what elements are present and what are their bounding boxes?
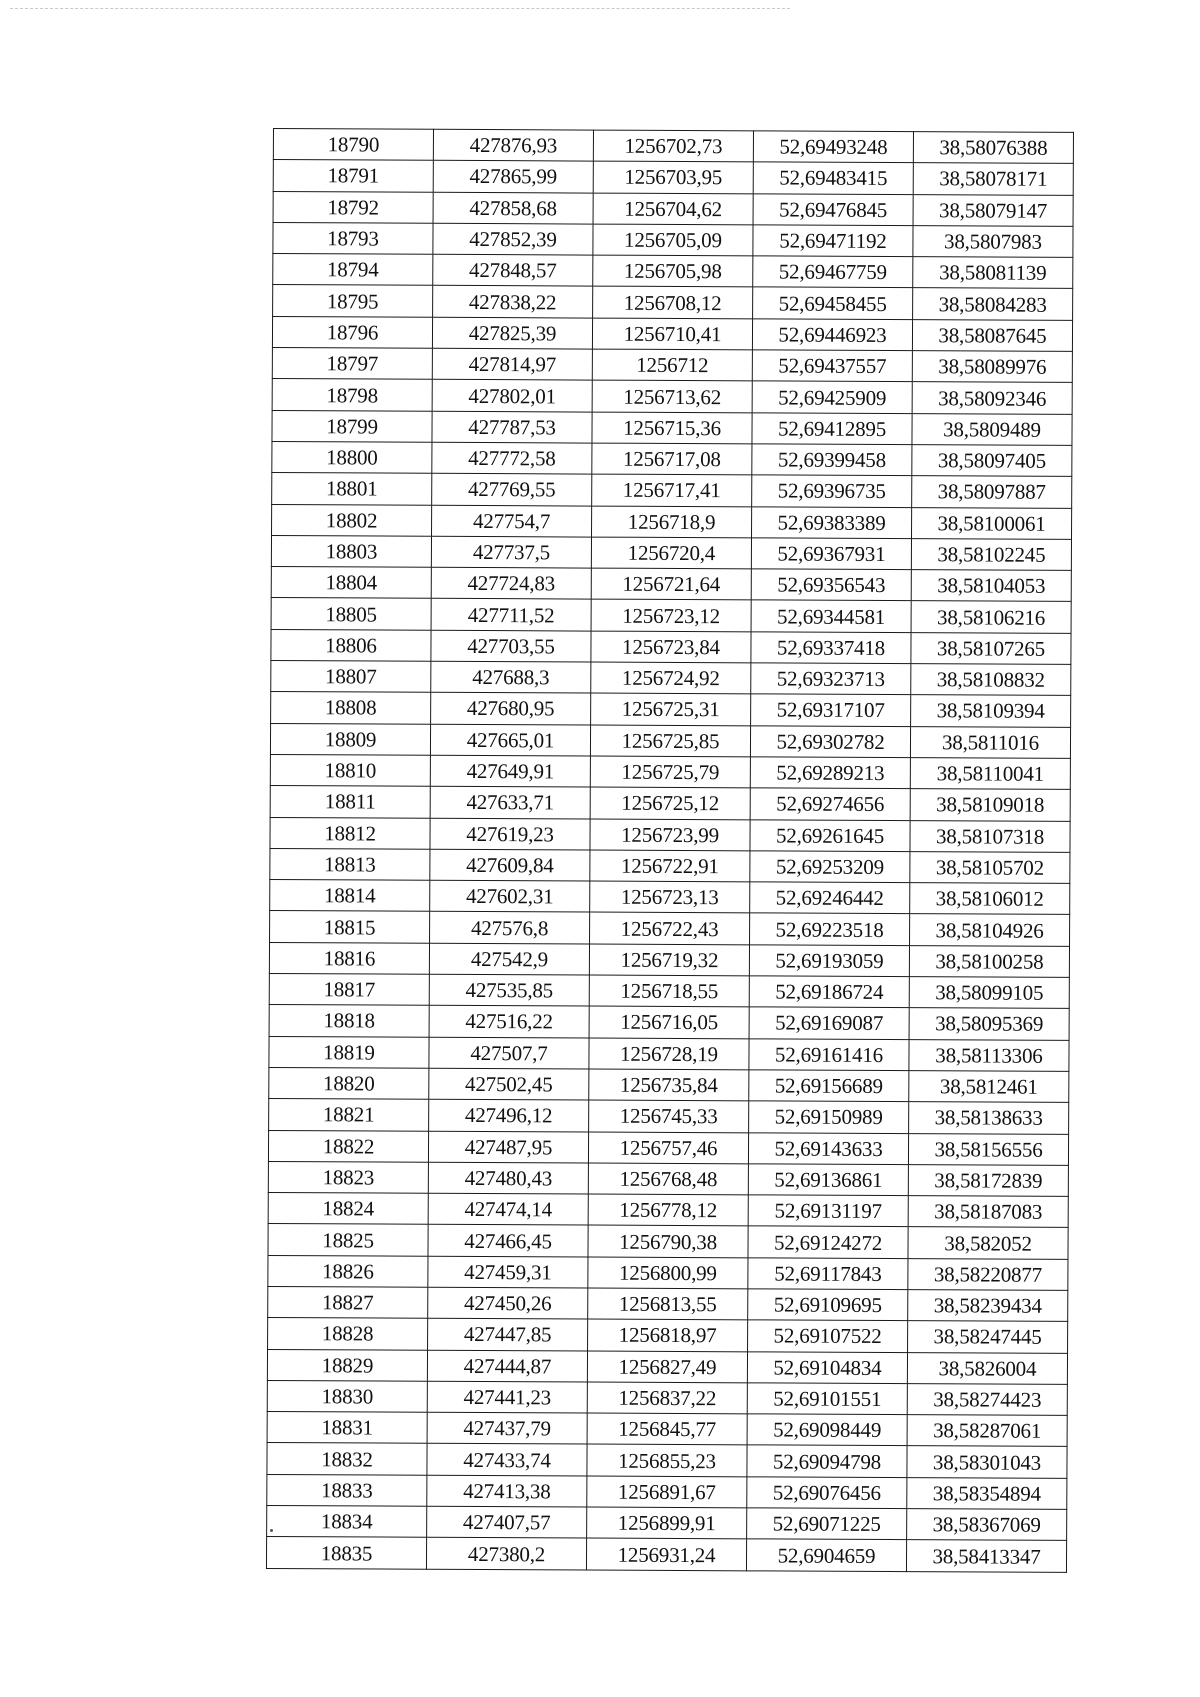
cell-y: 1256855,23 bbox=[587, 1445, 747, 1477]
cell-longitude: 38,582052 bbox=[908, 1227, 1068, 1259]
cell-x: 427633,71 bbox=[430, 787, 590, 819]
table-row bbox=[267, 1380, 1067, 1415]
cell-x: 427407,57 bbox=[427, 1506, 587, 1538]
cell-x: 427858,68 bbox=[433, 192, 593, 224]
cell-x: 427433,74 bbox=[427, 1444, 587, 1476]
table-row bbox=[272, 316, 1072, 351]
cell-y: 1256710,41 bbox=[592, 318, 752, 350]
cell-latitude: 52,69104834 bbox=[747, 1351, 907, 1383]
cell-y: 1256702,73 bbox=[593, 130, 753, 162]
cell-longitude: 38,58220877 bbox=[908, 1258, 1068, 1290]
cell-y: 1256719,32 bbox=[589, 944, 749, 976]
cell-point-number: 18835 bbox=[266, 1537, 426, 1569]
cell-longitude: 38,58104926 bbox=[910, 914, 1070, 946]
cell-latitude: 52,69412895 bbox=[752, 413, 912, 445]
cell-point-number: 18814 bbox=[270, 880, 430, 912]
cell-y: 1256712 bbox=[592, 349, 752, 381]
table-row bbox=[271, 567, 1071, 602]
cell-latitude: 52,69274656 bbox=[750, 788, 910, 820]
cell-point-number: 18800 bbox=[272, 441, 432, 473]
cell-point-number: 18796 bbox=[272, 316, 432, 348]
cell-latitude: 52,69458455 bbox=[753, 287, 913, 319]
cell-latitude: 52,69446923 bbox=[752, 319, 912, 351]
cell-y: 1256845,77 bbox=[587, 1413, 747, 1445]
cell-latitude: 52,69076456 bbox=[747, 1477, 907, 1509]
cell-x: 427609,84 bbox=[430, 849, 590, 881]
cell-x: 427737,5 bbox=[431, 536, 591, 568]
cell-x: 427665,01 bbox=[430, 724, 590, 756]
cell-point-number: 18801 bbox=[272, 473, 432, 505]
cell-y: 1256827,49 bbox=[587, 1351, 747, 1383]
cell-y: 1256725,79 bbox=[590, 756, 750, 788]
cell-longitude: 38,58354894 bbox=[907, 1477, 1067, 1509]
table-row bbox=[271, 692, 1071, 727]
cell-x: 427516,22 bbox=[429, 1006, 589, 1038]
cell-longitude: 38,58105702 bbox=[910, 851, 1070, 883]
table-row bbox=[270, 723, 1070, 758]
cell-y: 1256757,46 bbox=[588, 1132, 748, 1164]
cell-x: 427466,45 bbox=[428, 1225, 588, 1257]
cell-y: 1256718,9 bbox=[592, 506, 752, 538]
cell-point-number: 18823 bbox=[268, 1161, 428, 1193]
cell-point-number: 18824 bbox=[268, 1193, 428, 1225]
cell-longitude: 38,58138633 bbox=[909, 1102, 1069, 1134]
coordinates-table bbox=[266, 128, 1074, 1573]
cell-point-number: 18799 bbox=[272, 410, 432, 442]
cell-longitude: 38,58106216 bbox=[911, 601, 1071, 633]
cell-x: 427865,99 bbox=[433, 161, 593, 193]
table-row bbox=[270, 786, 1070, 821]
cell-latitude: 52,69246442 bbox=[750, 882, 910, 914]
cell-x: 427576,8 bbox=[430, 912, 590, 944]
cell-x: 427649,91 bbox=[430, 755, 590, 787]
table-row bbox=[269, 942, 1069, 977]
cell-x: 427535,85 bbox=[429, 974, 589, 1006]
cell-latitude: 52,69367931 bbox=[751, 538, 911, 570]
cell-point-number: 18818 bbox=[269, 1005, 429, 1037]
cell-point-number: 18802 bbox=[272, 504, 432, 536]
cell-y: 1256728,19 bbox=[589, 1038, 749, 1070]
cell-longitude: 38,5811016 bbox=[910, 726, 1070, 758]
cell-latitude: 52,69337418 bbox=[751, 632, 911, 664]
cell-longitude: 38,5809489 bbox=[912, 413, 1072, 445]
cell-point-number: 18798 bbox=[272, 379, 432, 411]
cell-longitude: 38,58099105 bbox=[909, 977, 1069, 1009]
cell-latitude: 52,69124272 bbox=[748, 1226, 908, 1258]
table-row bbox=[271, 661, 1071, 696]
table-row bbox=[270, 754, 1070, 789]
cell-x: 427769,55 bbox=[432, 474, 592, 506]
cell-point-number: 18797 bbox=[272, 348, 432, 380]
cell-point-number: 18819 bbox=[269, 1036, 429, 1068]
cell-point-number: 18812 bbox=[270, 817, 430, 849]
table-row bbox=[272, 348, 1072, 383]
table-row bbox=[267, 1474, 1067, 1509]
cell-longitude: 38,58100061 bbox=[912, 507, 1072, 539]
cell-latitude: 52,69131197 bbox=[748, 1195, 908, 1227]
cell-y: 1256790,38 bbox=[588, 1225, 748, 1257]
cell-point-number: 18815 bbox=[270, 911, 430, 943]
cell-point-number: 18807 bbox=[271, 661, 431, 693]
cell-latitude: 52,69169087 bbox=[749, 1007, 909, 1039]
cell-y: 1256818,97 bbox=[588, 1319, 748, 1351]
cell-point-number: 18790 bbox=[273, 129, 433, 161]
cell-latitude: 52,69107522 bbox=[748, 1320, 908, 1352]
table-row bbox=[271, 629, 1071, 664]
cell-x: 427619,23 bbox=[430, 818, 590, 850]
cell-x: 427814,97 bbox=[432, 348, 592, 380]
cell-latitude: 52,69493248 bbox=[753, 131, 913, 163]
cell-point-number: 18813 bbox=[270, 848, 430, 880]
table-row bbox=[272, 379, 1072, 414]
cell-longitude: 38,58106012 bbox=[910, 883, 1070, 915]
cell-latitude: 52,69193059 bbox=[749, 945, 909, 977]
table-row bbox=[272, 410, 1072, 445]
cell-latitude: 52,69483415 bbox=[753, 162, 913, 194]
table-row bbox=[271, 598, 1071, 633]
cell-y: 1256725,12 bbox=[590, 787, 750, 819]
cell-latitude: 52,69396735 bbox=[752, 475, 912, 507]
cell-longitude: 38,58078171 bbox=[913, 163, 1073, 195]
cell-latitude: 52,69261645 bbox=[750, 819, 910, 851]
cell-point-number: 18803 bbox=[271, 535, 431, 567]
cell-x: 427487,95 bbox=[428, 1131, 588, 1163]
cell-longitude: 38,58107318 bbox=[910, 820, 1070, 852]
table-row bbox=[272, 504, 1072, 539]
cell-longitude: 38,58108832 bbox=[911, 664, 1071, 696]
cell-y: 1256721,64 bbox=[591, 568, 751, 600]
table-row bbox=[271, 535, 1071, 570]
table-row bbox=[273, 191, 1073, 226]
cell-y: 1256725,31 bbox=[591, 693, 751, 725]
coordinates-table-container bbox=[266, 128, 1074, 1573]
cell-longitude: 38,58102245 bbox=[911, 538, 1071, 570]
table-row bbox=[270, 911, 1070, 946]
cell-y: 1256704,62 bbox=[593, 193, 753, 225]
cell-latitude: 52,69437557 bbox=[752, 350, 912, 382]
cell-x: 427474,14 bbox=[428, 1193, 588, 1225]
cell-latitude: 52,69317107 bbox=[751, 694, 911, 726]
cell-longitude: 38,58095369 bbox=[909, 1008, 1069, 1040]
cell-longitude: 38,58247445 bbox=[908, 1321, 1068, 1353]
cell-y: 1256715,36 bbox=[592, 412, 752, 444]
cell-longitude: 38,5826004 bbox=[907, 1352, 1067, 1384]
table-row bbox=[269, 1005, 1069, 1040]
cell-x: 427787,53 bbox=[432, 411, 592, 443]
cell-latitude: 52,69109695 bbox=[748, 1289, 908, 1321]
cell-latitude: 52,69143633 bbox=[748, 1132, 908, 1164]
cell-x: 427711,52 bbox=[431, 599, 591, 631]
cell-x: 427703,55 bbox=[431, 630, 591, 662]
cell-x: 427680,95 bbox=[431, 693, 591, 725]
cell-y: 1256745,33 bbox=[589, 1100, 749, 1132]
cell-y: 1256723,99 bbox=[590, 819, 750, 851]
cell-y: 1256703,95 bbox=[593, 161, 753, 193]
cell-latitude: 52,69323713 bbox=[751, 663, 911, 695]
cell-x: 427507,7 bbox=[429, 1037, 589, 1069]
table-row bbox=[270, 848, 1070, 883]
cell-longitude: 38,5812461 bbox=[909, 1071, 1069, 1103]
cell-latitude: 52,69101551 bbox=[747, 1383, 907, 1415]
table-row bbox=[269, 1067, 1069, 1102]
cell-longitude: 38,58107265 bbox=[911, 632, 1071, 664]
cell-x: 427602,31 bbox=[430, 880, 590, 912]
cell-latitude: 52,69289213 bbox=[750, 757, 910, 789]
table-row bbox=[273, 160, 1073, 195]
cell-longitude: 38,58084283 bbox=[913, 288, 1073, 320]
cell-point-number: 18830 bbox=[267, 1380, 427, 1412]
cell-y: 1256813,55 bbox=[588, 1288, 748, 1320]
table-row bbox=[273, 129, 1073, 164]
cell-point-number: 18816 bbox=[269, 942, 429, 974]
cell-latitude: 52,69253209 bbox=[750, 851, 910, 883]
cell-y: 1256718,55 bbox=[589, 975, 749, 1007]
cell-y: 1256717,08 bbox=[592, 443, 752, 475]
cell-latitude: 52,69098449 bbox=[747, 1414, 907, 1446]
cell-latitude: 52,69071225 bbox=[747, 1508, 907, 1540]
scan-edge-line bbox=[10, 8, 790, 9]
cell-point-number: 18808 bbox=[271, 692, 431, 724]
cell-longitude: 38,58172839 bbox=[908, 1164, 1068, 1196]
cell-y: 1256722,43 bbox=[590, 912, 750, 944]
cell-point-number: 18795 bbox=[273, 285, 433, 317]
cell-latitude: 52,6904659 bbox=[746, 1539, 906, 1571]
cell-latitude: 52,69223518 bbox=[750, 913, 910, 945]
cell-y: 1256800,99 bbox=[588, 1257, 748, 1289]
cell-point-number: 18832 bbox=[267, 1443, 427, 1475]
cell-y: 1256891,67 bbox=[587, 1476, 747, 1508]
cell-longitude: 38,58092346 bbox=[912, 382, 1072, 414]
cell-point-number: 18825 bbox=[268, 1224, 428, 1256]
cell-latitude: 52,69399458 bbox=[752, 444, 912, 476]
coordinates-table-body bbox=[266, 129, 1073, 1573]
table-row bbox=[269, 974, 1069, 1009]
cell-latitude: 52,69476845 bbox=[753, 193, 913, 225]
cell-latitude: 52,69186724 bbox=[749, 976, 909, 1008]
cell-longitude: 38,58089976 bbox=[912, 351, 1072, 383]
table-row bbox=[268, 1255, 1068, 1290]
cell-latitude: 52,69467759 bbox=[753, 256, 913, 288]
cell-point-number: 18810 bbox=[270, 754, 430, 786]
cell-point-number: 18811 bbox=[270, 786, 430, 818]
cell-longitude: 38,58156556 bbox=[908, 1133, 1068, 1165]
cell-y: 1256713,62 bbox=[592, 380, 752, 412]
table-row bbox=[268, 1130, 1068, 1165]
cell-point-number: 18827 bbox=[268, 1286, 428, 1318]
cell-longitude: 38,58287061 bbox=[907, 1415, 1067, 1447]
cell-latitude: 52,69344581 bbox=[751, 600, 911, 632]
cell-point-number: 18804 bbox=[271, 567, 431, 599]
cell-y: 1256724,92 bbox=[591, 662, 751, 694]
cell-point-number: 18826 bbox=[268, 1255, 428, 1287]
cell-latitude: 52,69356543 bbox=[751, 569, 911, 601]
cell-x: 427459,31 bbox=[428, 1256, 588, 1288]
cell-longitude: 38,58081139 bbox=[913, 257, 1073, 289]
cell-x: 427688,3 bbox=[431, 661, 591, 693]
cell-longitude: 38,58087645 bbox=[912, 319, 1072, 351]
cell-x: 427772,58 bbox=[432, 442, 592, 474]
cell-y: 1256720,4 bbox=[591, 537, 751, 569]
cell-point-number: 18821 bbox=[269, 1099, 429, 1131]
table-row bbox=[268, 1224, 1068, 1259]
table-row bbox=[267, 1506, 1067, 1541]
cell-latitude: 52,69425909 bbox=[752, 381, 912, 413]
cell-longitude: 38,58187083 bbox=[908, 1196, 1068, 1228]
cell-longitude: 38,58097887 bbox=[912, 476, 1072, 508]
table-row bbox=[268, 1193, 1068, 1228]
table-row bbox=[267, 1443, 1067, 1478]
cell-longitude: 38,58109018 bbox=[910, 789, 1070, 821]
cell-point-number: 18792 bbox=[273, 191, 433, 223]
cell-longitude: 38,58413347 bbox=[906, 1540, 1066, 1572]
cell-point-number: 18829 bbox=[267, 1349, 427, 1381]
cell-y: 1256705,09 bbox=[593, 224, 753, 256]
cell-longitude: 38,58113306 bbox=[909, 1039, 1069, 1071]
cell-x: 427496,12 bbox=[429, 1099, 589, 1131]
cell-x: 427876,93 bbox=[433, 129, 593, 161]
cell-x: 427754,7 bbox=[432, 505, 592, 537]
cell-latitude: 52,69150989 bbox=[749, 1101, 909, 1133]
cell-latitude: 52,69302782 bbox=[750, 725, 910, 757]
cell-y: 1256778,12 bbox=[588, 1194, 748, 1226]
cell-longitude: 38,58301043 bbox=[907, 1446, 1067, 1478]
cell-x: 427838,22 bbox=[433, 286, 593, 318]
cell-point-number: 18834 bbox=[267, 1506, 427, 1538]
cell-x: 427542,9 bbox=[429, 943, 589, 975]
table-row bbox=[268, 1286, 1068, 1321]
cell-latitude: 52,69117843 bbox=[748, 1258, 908, 1290]
cell-longitude: 38,58097405 bbox=[912, 445, 1072, 477]
table-row bbox=[273, 254, 1073, 289]
table-row bbox=[269, 1099, 1069, 1134]
cell-x: 427441,23 bbox=[427, 1381, 587, 1413]
cell-y: 1256837,22 bbox=[587, 1382, 747, 1414]
table-row bbox=[272, 473, 1072, 508]
table-row bbox=[268, 1161, 1068, 1196]
cell-longitude: 38,58076388 bbox=[913, 132, 1073, 164]
cell-point-number: 18833 bbox=[267, 1474, 427, 1506]
cell-x: 427852,39 bbox=[433, 223, 593, 255]
table-row bbox=[272, 441, 1072, 476]
cell-x: 427450,26 bbox=[428, 1287, 588, 1319]
cell-x: 427502,45 bbox=[429, 1068, 589, 1100]
cell-longitude: 38,58239434 bbox=[908, 1290, 1068, 1322]
cell-x: 427447,85 bbox=[428, 1319, 588, 1351]
table-row bbox=[267, 1412, 1067, 1447]
table-row bbox=[269, 1036, 1069, 1071]
cell-x: 427480,43 bbox=[428, 1162, 588, 1194]
cell-y: 1256899,91 bbox=[587, 1507, 747, 1539]
cell-latitude: 52,69471192 bbox=[753, 225, 913, 257]
cell-y: 1256931,24 bbox=[586, 1538, 746, 1570]
cell-point-number: 18794 bbox=[273, 254, 433, 286]
table-row bbox=[270, 817, 1070, 852]
cell-y: 1256708,12 bbox=[593, 287, 753, 319]
cell-y: 1256768,48 bbox=[588, 1163, 748, 1195]
cell-latitude: 52,69094798 bbox=[747, 1445, 907, 1477]
table-row bbox=[273, 222, 1073, 257]
cell-y: 1256723,13 bbox=[590, 881, 750, 913]
cell-y: 1256717,41 bbox=[592, 474, 752, 506]
cell-y: 1256723,12 bbox=[591, 600, 751, 632]
cell-x: 427380,2 bbox=[426, 1538, 586, 1570]
table-row bbox=[266, 1537, 1066, 1572]
cell-longitude: 38,58110041 bbox=[910, 758, 1070, 790]
cell-latitude: 52,69136861 bbox=[748, 1164, 908, 1196]
cell-x: 427724,83 bbox=[431, 567, 591, 599]
cell-x: 427437,79 bbox=[427, 1412, 587, 1444]
cell-point-number: 18831 bbox=[267, 1412, 427, 1444]
cell-y: 1256723,84 bbox=[591, 631, 751, 663]
cell-point-number: 18806 bbox=[271, 629, 431, 661]
cell-longitude: 38,58367069 bbox=[907, 1509, 1067, 1541]
cell-x: 427413,38 bbox=[427, 1475, 587, 1507]
cell-longitude: 38,5807983 bbox=[913, 226, 1073, 258]
cell-longitude: 38,58079147 bbox=[913, 194, 1073, 226]
cell-point-number: 18820 bbox=[269, 1067, 429, 1099]
table-row bbox=[273, 285, 1073, 320]
cell-point-number: 18805 bbox=[271, 598, 431, 630]
cell-y: 1256735,84 bbox=[589, 1069, 749, 1101]
cell-point-number: 18828 bbox=[268, 1318, 428, 1350]
cell-point-number: 18817 bbox=[269, 974, 429, 1006]
cell-y: 1256705,98 bbox=[593, 255, 753, 287]
table-row bbox=[270, 880, 1070, 915]
table-row bbox=[267, 1349, 1067, 1384]
cell-x: 427848,57 bbox=[433, 254, 593, 286]
table-row bbox=[268, 1318, 1068, 1353]
cell-latitude: 52,69161416 bbox=[749, 1038, 909, 1070]
cell-x: 427444,87 bbox=[427, 1350, 587, 1382]
cell-y: 1256716,05 bbox=[589, 1006, 749, 1038]
cell-longitude: 38,58274423 bbox=[907, 1383, 1067, 1415]
cell-point-number: 18822 bbox=[268, 1130, 428, 1162]
cell-point-number: 18791 bbox=[273, 160, 433, 192]
cell-x: 427802,01 bbox=[432, 380, 592, 412]
cell-latitude: 52,69156689 bbox=[749, 1070, 909, 1102]
cell-y: 1256722,91 bbox=[590, 850, 750, 882]
cell-x: 427825,39 bbox=[432, 317, 592, 349]
cell-longitude: 38,58109394 bbox=[911, 695, 1071, 727]
cell-y: 1256725,85 bbox=[590, 725, 750, 757]
cell-longitude: 38,58100258 bbox=[909, 945, 1069, 977]
cell-point-number: 18793 bbox=[273, 222, 433, 254]
cell-longitude: 38,58104053 bbox=[911, 570, 1071, 602]
cell-point-number: 18809 bbox=[270, 723, 430, 755]
cell-latitude: 52,69383389 bbox=[752, 506, 912, 538]
